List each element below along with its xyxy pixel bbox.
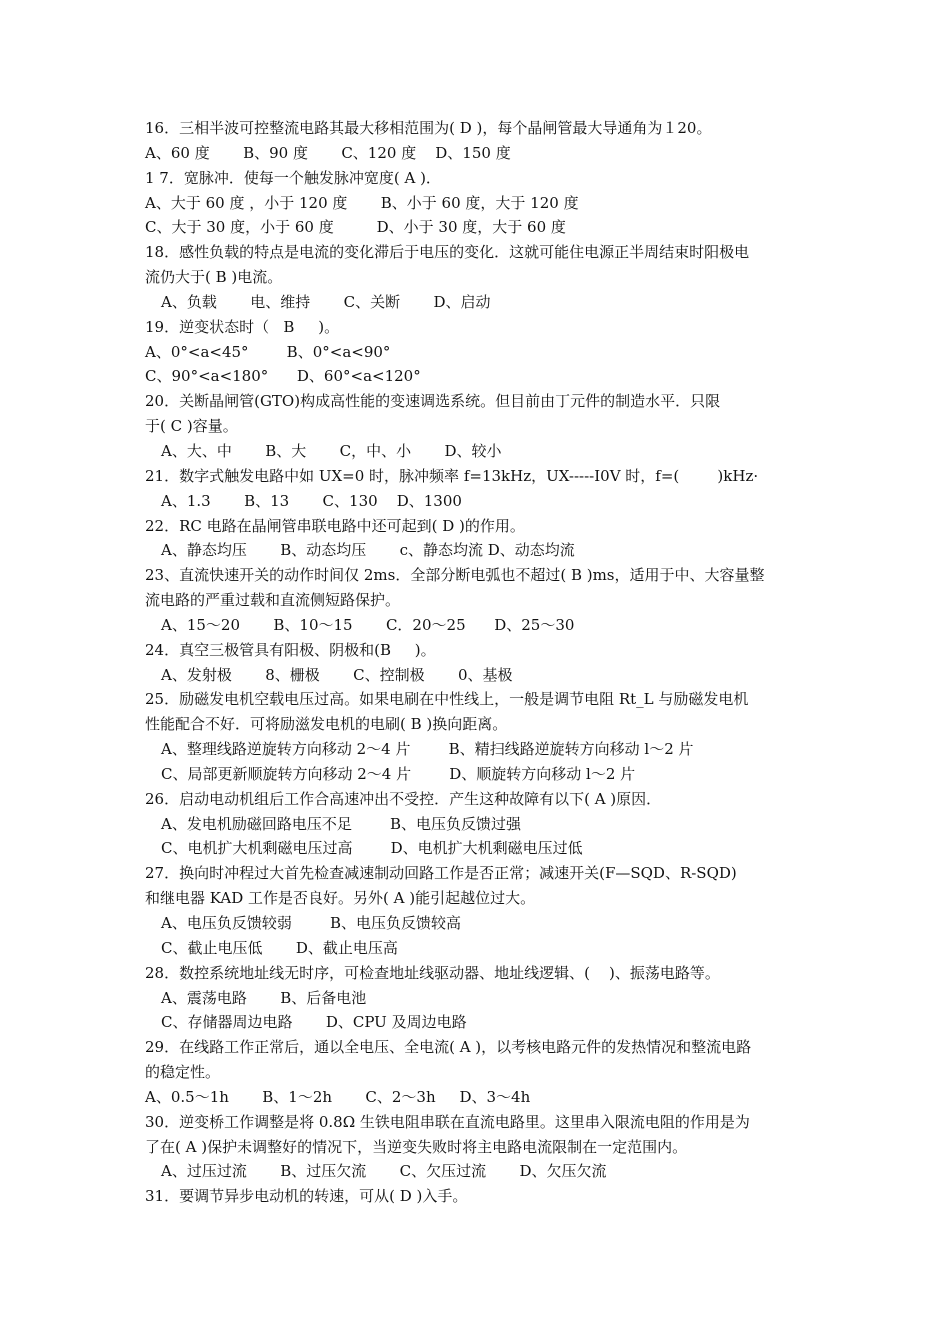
- text-line: 了在( A )保护未调整好的情况下，当逆变失败时将主电路电流限制在一定范围内。: [145, 1137, 688, 1156]
- text-line: A、大于 60 度 ，小于 120 度 B、小于 60 度，大于 120 度: [145, 193, 579, 212]
- text-line: 29．在线路工作正常后，通以全电压、全电流( A )，以考核电路元件的发热情况和整流电路: [145, 1038, 752, 1057]
- text-line: 25．励磁发电机空载电压过高。如果电刷在中性线上，一般是调节电阻 Rt_L 与励磁发电机: [145, 690, 749, 709]
- text-line: A、15～20 B、10～15 C．20～25 D、25～30: [161, 615, 575, 634]
- text-line: 28．数控系统地址线无时序，可检查地址线驱动器、地址线逻辑、( )、振荡电路等。: [145, 963, 720, 982]
- text-line: 流仍大于( B )电流。: [145, 268, 283, 287]
- text-line: C、存储器周边电路 D、CPU 及周边电路: [161, 1013, 467, 1032]
- text-line: 19．逆变状态时（ B )。: [145, 317, 340, 336]
- text-line: 22．RC 电路在晶闸管串联电路中还可起到( D )的作用。: [145, 516, 525, 535]
- text-line: 18．感性负载的特点是电流的变化滞后于电压的变化．这就可能住电源正半周结束时阳极电: [145, 243, 750, 262]
- text-line: A、整理线路逆旋转方向移动 2～4 片 B、精扫线路逆旋转方向移动 l～2 片: [161, 740, 694, 759]
- text-line: A、静态均压 B、动态均压 c、静态均流 D、动态均流: [161, 541, 575, 560]
- text-line: A、0°<a<45° B、0°<a<90°: [145, 342, 391, 361]
- text-line: A、0.5～1h B、1～2h C、2～3h D、3～4h: [145, 1087, 531, 1106]
- text-line: C、大于 30 度，小于 60 度 D、小于 30 度，大于 60 度: [145, 218, 566, 237]
- text-line: 1 7．宽脉冲．使每一个触发脉冲宽度( A )．: [145, 168, 441, 187]
- text-line: 16．三相半波可控整流电路其最大移相范围为( D )，每个晶闸管最大导通角为１20。: [145, 119, 712, 137]
- text-line: 20．关断晶闸管(GTO)构成高性能的变速调选系统。但目前由丁元件的制造水平．只限: [145, 392, 721, 411]
- text-line: A、电压负反馈较弱 B、电压负反馈较高: [161, 914, 462, 932]
- text-line: A、发电机励磁回路电压不足 B、电压负反馈过强: [161, 814, 522, 833]
- text-line: C、电机扩大机剩磁电压过高 D、电机扩大机剩磁电压过低: [161, 839, 583, 858]
- text-line: A、大、中 B、大 C，中、小 D、较小: [161, 441, 502, 460]
- text-line: 的稳定性。: [145, 1063, 221, 1082]
- text-line: 31．要调节异步电动机的转速，可从( D )入手。: [145, 1187, 468, 1206]
- text-line: 30．逆变桥工作调整是将 0.8Ω 生铁电阻串联在直流电路里。这里串入限流电阻的作用是为: [145, 1112, 750, 1131]
- text-line: 21．数字式触发电路中如 UX=0 时，脉冲频率 f=13kHz，UX-----I0V 时，f=( )kHz·: [145, 466, 759, 485]
- text-line: A、1.3 B、13 C、130 D、1300: [161, 491, 462, 510]
- text-line: A、60 度 B、90 度 C、120 度 D、150 度: [145, 143, 511, 162]
- text-line: A、负载 电、维持 C、关断 D、启动: [161, 292, 491, 311]
- text-line: A、发射极 8、栅极 C、控制极 0、基极: [161, 665, 513, 684]
- text-line: 27．换向时冲程过大首先检查减速制动回路工作是否正常；减速开关(F—SQD、R-SQD): [145, 864, 737, 883]
- text-line: C、局部更新顺旋转方向移动 2～4 片 D、顺旋转方向移动 l～2 片: [161, 764, 636, 783]
- text-line: 和继电器 KAD 工作是否良好。另外( A )能引起越位过大。: [145, 889, 536, 908]
- text-line: A、震荡电路 B、后备电池: [161, 988, 367, 1007]
- text-line: 流电路的严重过载和直流侧短路保护。: [145, 591, 401, 610]
- text-line: C、90°<a<180° D、60°<a<120°: [145, 367, 421, 386]
- text-line: 于( C )容量。: [145, 417, 238, 436]
- text-line: C、截止电压低 D、截止电压高: [161, 938, 398, 957]
- question-list: [145, 116, 810, 1209]
- text-line: 性能配合不好．可将励滋发电机的电刷( B )换向距离。: [145, 715, 508, 734]
- text-line: 24．真空三极管具有阳极、阴极和(B )。: [145, 640, 436, 659]
- text-line: A、过压过流 B、过压欠流 C、欠压过流 D、欠压欠流: [161, 1162, 607, 1181]
- text-line: 26．启动电动机组后工作合高速冲出不受控．产生这种故障有以下( A )原因．: [145, 789, 662, 808]
- text-line: 23、直流快速开关的动作时间仅 2ms．全部分断电弧也不超过( B )ms，适用于中、大容量整: [145, 566, 765, 585]
